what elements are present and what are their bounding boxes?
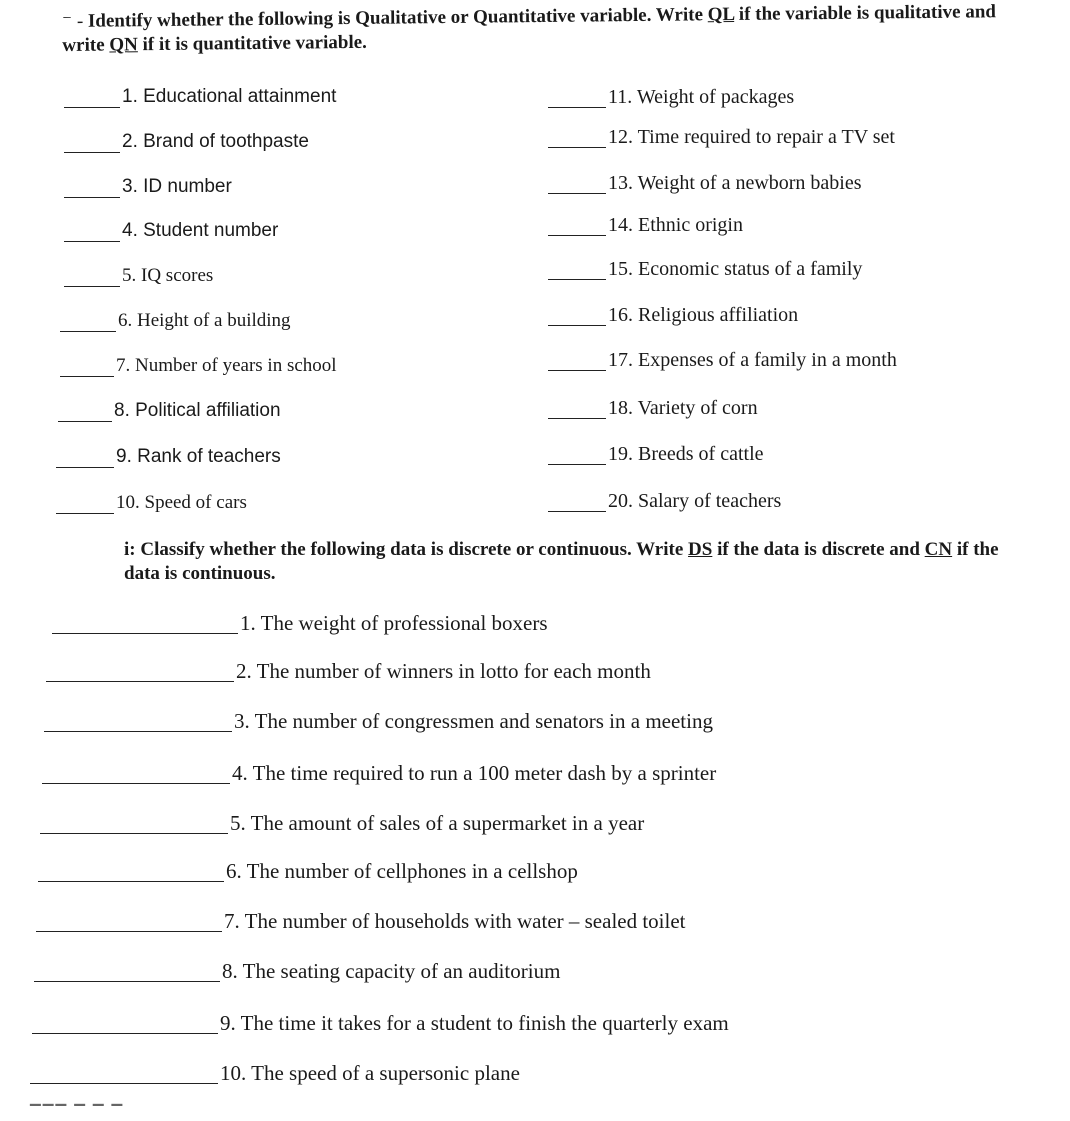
answer-blank[interactable]	[548, 446, 606, 465]
answer-blank[interactable]	[42, 765, 230, 784]
part1-item	[64, 176, 232, 198]
part1-item	[548, 214, 743, 236]
part2-item	[32, 1012, 729, 1034]
answer-blank[interactable]	[548, 175, 606, 194]
part1-item	[548, 172, 862, 194]
answer-blank[interactable]	[548, 307, 606, 326]
answer-blank[interactable]	[548, 493, 606, 512]
part1-item	[58, 400, 281, 422]
part2-item	[38, 860, 578, 882]
part1-item	[548, 349, 897, 371]
part1-item	[64, 86, 336, 108]
part1-item	[64, 265, 213, 287]
item-text: 6. Height of a building	[118, 310, 291, 331]
item-text: 13. Weight of a newborn babies	[608, 172, 862, 194]
answer-blank[interactable]	[64, 134, 120, 153]
answer-blank[interactable]	[64, 179, 120, 198]
answer-blank[interactable]	[548, 89, 606, 108]
answer-blank[interactable]	[56, 495, 114, 514]
item-text: 8. The seating capacity of an auditorium	[222, 959, 561, 983]
part1-item	[548, 397, 758, 419]
answer-blank[interactable]	[64, 223, 120, 242]
item-text: 5. IQ scores	[122, 265, 214, 286]
part1-item	[64, 220, 278, 242]
item-text: 10. The speed of a supersonic plane	[220, 1061, 520, 1085]
part1-item	[548, 490, 781, 512]
answer-blank[interactable]	[60, 358, 114, 377]
item-text: 4. The time required to run a 100 meter dash by a sprinter	[232, 761, 717, 785]
item-text: 18. Variety of corn	[608, 397, 758, 419]
answer-blank[interactable]	[548, 352, 606, 371]
part2-item	[44, 710, 713, 732]
answer-blank[interactable]	[56, 449, 114, 468]
part1-item	[548, 258, 862, 280]
ql-code: QL	[707, 3, 735, 26]
answer-blank[interactable]	[30, 1065, 218, 1084]
item-text: 12. Time required to repair a TV set	[608, 126, 895, 148]
item-text: 7. The number of households with water – sealed toilet	[224, 909, 686, 933]
answer-blank[interactable]	[46, 663, 234, 682]
part2-item	[36, 910, 686, 932]
part2-item	[34, 960, 560, 982]
item-text: 9. The time it takes for a student to finish the quarterly exam	[220, 1011, 729, 1035]
part2-instruction: i: Classify whether the following data is discrete or continuous. Write DS if the data is discrete and CN if the data is continuous.	[124, 539, 999, 584]
answer-blank[interactable]	[38, 863, 224, 882]
answer-blank[interactable]	[64, 89, 120, 108]
answer-blank[interactable]	[58, 403, 112, 422]
answer-blank[interactable]	[548, 129, 606, 148]
part1-item	[64, 131, 309, 153]
item-text: 8. Political affiliation	[114, 400, 281, 421]
answer-blank[interactable]	[52, 615, 238, 634]
item-text: 2. Brand of toothpaste	[122, 131, 309, 152]
item-text: 16. Religious affiliation	[608, 304, 799, 326]
ds-code: DS	[688, 539, 713, 560]
item-text: 10. Speed of cars	[116, 492, 247, 513]
item-text: 7. Number of years in school	[116, 355, 337, 376]
part1-instruction: ⁻ - Identify whether the following is Qualitative or Quantitative variable. Write QL if the variable is qualitative and write QN if it is quantitative variable.	[62, 1, 997, 56]
answer-blank[interactable]	[44, 713, 232, 732]
part2-item	[42, 762, 716, 784]
part1-item	[60, 355, 337, 377]
item-text: 14. Ethnic origin	[608, 214, 743, 236]
item-text: 1. The weight of professional boxers	[240, 611, 548, 635]
answer-blank[interactable]	[34, 963, 220, 982]
answer-blank[interactable]	[548, 400, 606, 419]
item-text: 6. The number of cellphones in a cellshop	[226, 859, 578, 883]
item-text: 9. Rank of teachers	[116, 446, 281, 467]
part1-item	[56, 492, 247, 514]
cn-code: CN	[924, 539, 953, 560]
part1-item	[548, 443, 764, 465]
part1-item	[548, 304, 798, 326]
item-text: 4. Student number	[122, 220, 279, 241]
answer-blank[interactable]	[548, 261, 606, 280]
answer-blank[interactable]	[64, 268, 120, 287]
part2-item	[30, 1062, 520, 1084]
part1-item	[548, 86, 794, 108]
item-text: 5. The amount of sales of a supermarket in a year	[230, 811, 645, 835]
item-text: 20. Salary of teachers	[608, 490, 782, 512]
answer-blank[interactable]	[548, 217, 606, 236]
item-text: 15. Economic status of a family	[608, 258, 863, 280]
item-text: 11. Weight of packages	[608, 86, 795, 108]
answer-blank[interactable]	[36, 913, 222, 932]
item-text: 2. The number of winners in lotto for each month	[236, 659, 651, 683]
part2-item	[46, 660, 651, 682]
item-text: 1. Educational attainment	[122, 86, 337, 107]
answer-blank[interactable]	[32, 1015, 218, 1034]
part2-item	[40, 812, 644, 834]
cut-off-text: ▔▔▔ ▔ ▔ ▔	[30, 1104, 125, 1120]
part1-item	[548, 126, 895, 148]
item-text: 3. ID number	[122, 176, 232, 197]
answer-blank[interactable]	[40, 815, 228, 834]
part1-item	[56, 446, 281, 468]
item-text: 3. The number of congressmen and senators in a meeting	[234, 709, 713, 733]
part2-item	[52, 612, 548, 634]
answer-blank[interactable]	[60, 313, 116, 332]
qn-code: QN	[109, 34, 138, 56]
part1-item	[60, 310, 291, 332]
item-text: 19. Breeds of cattle	[608, 443, 764, 465]
item-text: 17. Expenses of a family in a month	[608, 349, 897, 371]
